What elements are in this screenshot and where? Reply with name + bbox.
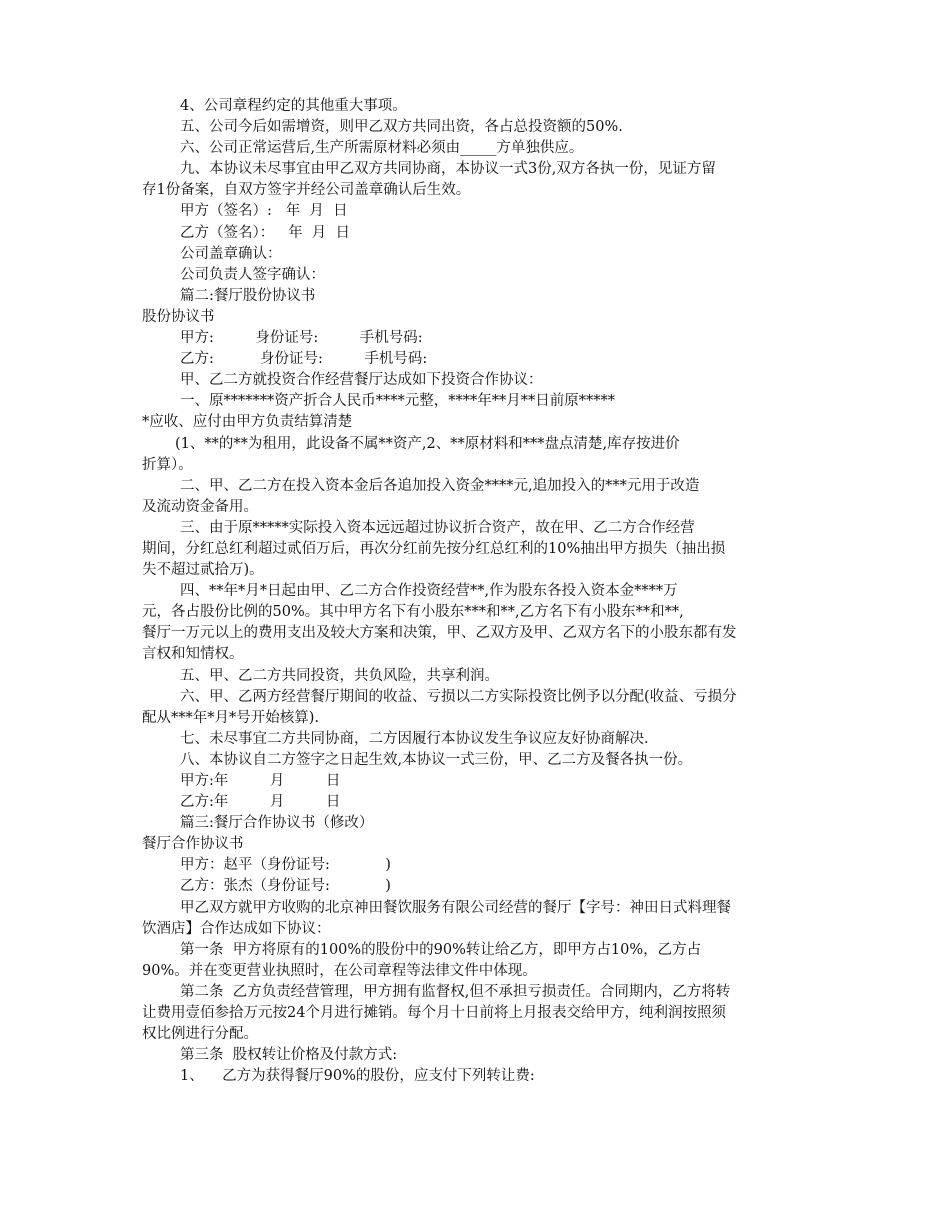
- section-heading: 篇三:餐厅合作协议书（修改）: [180, 815, 374, 832]
- text-line: 七、未尽事宜二方共同协商，二方因履行本协议发生争议应友好协商解决.: [180, 730, 649, 747]
- document-title: 餐厅合作协议书: [142, 836, 244, 853]
- text-line: 甲方:年 月 日: [180, 773, 341, 789]
- text-line: 甲乙双方就甲方收购的北京神田餐饮服务有限公司经营的餐厅【字号：神田日式料理餐: [180, 899, 731, 916]
- text-line: 甲方（签名）: 年 月 日: [180, 203, 348, 220]
- text-line: 八、本协议自二方签字之日起生效,本协议一式三份，甲、乙二方及餐各执一份。: [180, 751, 693, 768]
- text-line: 公司负责人签字确认：: [180, 266, 325, 283]
- text-line: 五、甲、乙二方共同投资，共负风险，共享利润。: [180, 667, 499, 684]
- text-line: 九、本协议未尽事宜由甲乙双方共同协商，本协议一式3份,双方各执一份，见证方留: [180, 161, 716, 178]
- text-line: 甲方: 身份证号: 手机号码:: [180, 330, 423, 347]
- text-line: 配从***年*月*号开始核算).: [142, 709, 320, 726]
- text-line: 1、 乙方为获得餐厅90%的股份，应支付下列转让费:: [180, 1068, 535, 1085]
- text-line: 让费用壹佰参拾万元按24个月进行摊销。每个月十日前将上月报表交给甲方，纯利润按照须: [142, 1005, 726, 1022]
- text-line: 乙方：张杰（身份证号: ): [180, 878, 391, 895]
- text-line: 一、原*******资产折合人民币****元整，****年**月**日前原*****: [180, 393, 615, 410]
- text-line: 六、公司正常运营后,生产所需原材料必须由_____方单独供应。: [180, 140, 584, 157]
- text-line: 折算）。: [142, 456, 193, 473]
- text-line: 甲、乙二方就投资合作经营餐厅达成如下投资合作协议：: [180, 372, 543, 389]
- text-line: 六、甲、乙两方经营餐厅期间的收益、亏损以二方实际投资比例予以分配(收益、亏损分: [180, 688, 737, 705]
- text-line: 失不超过贰拾万)。: [142, 562, 264, 579]
- text-line: 三、由于原*****实际投入资本远远超过协议折合资产，故在甲、乙二方合作经营: [180, 519, 695, 536]
- text-line: *应收、应付由甲方负责结算清楚: [142, 414, 353, 431]
- text-line: 乙方（签名）： 年 月 日: [180, 224, 351, 241]
- text-line: (1、**的**为租用，此设备不属**资产,2、**原材料和***盘点清楚,库存按进价: [175, 435, 680, 452]
- text-line: 餐厅一万元以上的费用支出及较大方案和决策，甲、乙双方及甲、乙双方名下的小股东都有发: [142, 625, 737, 642]
- text-line: 权比例进行分配。: [142, 1026, 258, 1043]
- section-heading: 篇二:餐厅股份协议书: [180, 287, 316, 304]
- text-line: 乙方:年 月 日: [180, 794, 341, 811]
- text-line: 第一条 甲方将原有的100%的股份中的90%转让给乙方，即甲方占10%，乙方占: [180, 941, 702, 958]
- document-title: 股份协议书: [142, 308, 215, 325]
- text-line: 甲方：赵平（身份证号: ): [180, 857, 391, 874]
- document-body: [142, 96, 822, 1087]
- text-line: 期间，分红总红利超过贰佰万后，再次分红前先按分红总红利的10%抽出甲方损失（抽出损: [142, 540, 726, 557]
- text-line: 二、甲、乙二方在投入资本金后各追加投入资金****元,追加投入的***元用于改造: [180, 477, 700, 494]
- text-line: 90%。并在变更营业执照时，在公司章程等法律文件中体现。: [142, 962, 537, 979]
- text-line: 公司盖章确认：: [180, 245, 282, 262]
- text-line: 及流动资金备用。: [142, 498, 258, 515]
- text-line: 第三条 股权转让价格及付款方式:: [180, 1047, 398, 1064]
- text-line: 乙方: 身份证号: 手机号码:: [180, 351, 428, 368]
- text-line: 饮酒店】合作达成如下协议：: [142, 920, 331, 937]
- text-line: 4、公司章程约定的其他重大事项。: [180, 98, 407, 114]
- text-line: 四、**年*月*日起由甲、乙二方合作投资经营**,作为股东各投入资本金****万: [180, 583, 678, 600]
- text-line: 五、公司今后如需增资，则甲乙双方共同出资，各占总投资额的50%.: [180, 119, 623, 136]
- text-line: 言权和知情权。: [142, 646, 244, 663]
- text-line: 存1份备案，自双方签字并经公司盖章确认后生效。: [142, 182, 471, 199]
- text-line: 元，各占股份比例的50%。其中甲方名下有小股东***和**,乙方名下有小股东**和**,: [142, 604, 684, 621]
- text-line: 第二条 乙方负责经营管理，甲方拥有监督权,但不承担亏损责任。合同期内，乙方将转: [180, 983, 731, 1000]
